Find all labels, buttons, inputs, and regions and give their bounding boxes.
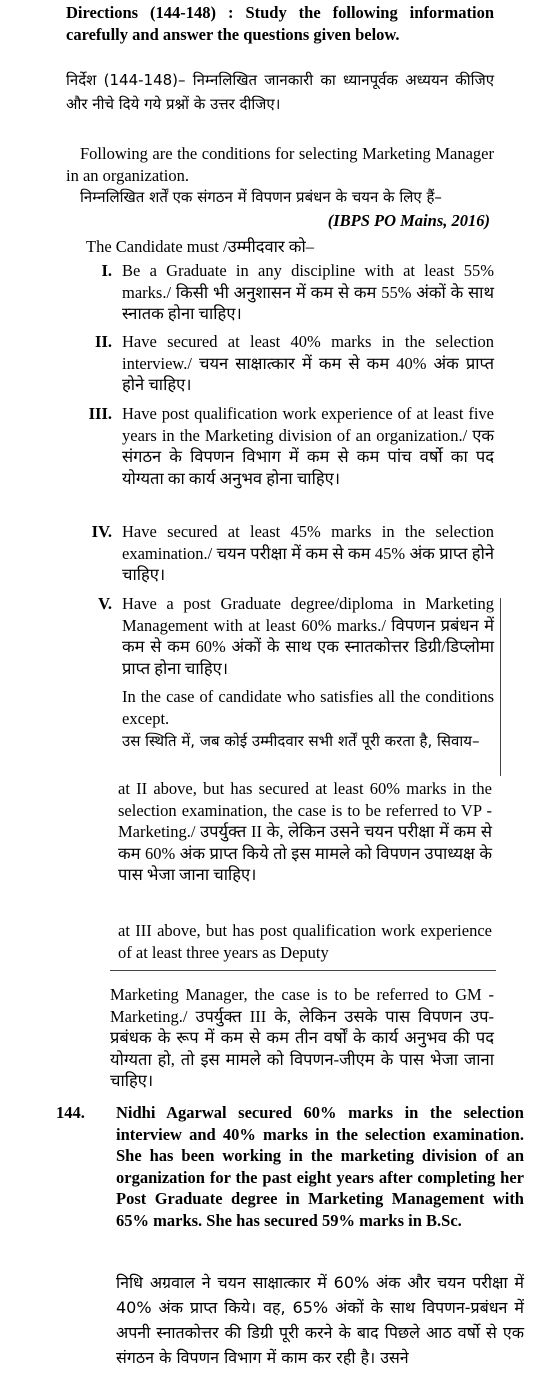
condition-number: I. bbox=[101, 261, 112, 280]
condition-number: II. bbox=[95, 332, 112, 351]
intro-english: Following are the conditions for selecting Marketing Manager in an organization. bbox=[66, 144, 494, 185]
condition-number: III. bbox=[88, 404, 112, 423]
exception-english: In the case of candidate who satisfies all the conditions except. bbox=[122, 687, 494, 728]
condition-text: Have a post Graduate degree/diploma in Marketing Management with at least 60% marks./ विपणन प्रबंधन में कम से कम 60% अंकों के साथ एक स्नातकोत्तर डिग्री/डिप्लोमा प्राप्त होना चाहिए। bbox=[122, 594, 494, 678]
condition-text: Have secured at least 45% marks in the selection examination./ चयन परीक्षा में कम से कम 45% अंक प्राप्त होने चाहिए। bbox=[122, 522, 494, 584]
condition-number: IV. bbox=[91, 522, 112, 541]
directions-hindi: निर्देश (144-148)– निम्नलिखित जानकारी का ध्यानपूर्वक अध्ययन कीजिए और नीचे दिये गये प्रश्नों के उत्तर दीजिए। bbox=[66, 71, 494, 113]
directions-english: Directions (144-148) : Study the following information carefully and answer the questions given below. bbox=[66, 3, 494, 44]
condition-text: Have post qualification work experience of at least five years in the Marketing division of an organization./ एक संगठन के विपणन विभाग में कम से कम पांच वर्षो का पद योग्यता का कार्य अनुभव होना चाहिए। bbox=[122, 404, 494, 488]
condition-text: Be a Graduate in any discipline with at least 55% marks./ किसी भी अनुशासन में कम से कम 55% अंकों के साथ स्नातक होना चाहिए। bbox=[122, 261, 494, 323]
condition-number: V. bbox=[98, 594, 112, 613]
section-divider bbox=[110, 970, 496, 971]
exception-clause-ii: at II above, but has secured at least 60% marks in the selection examination, the case is to be referred to VP -Marketing./ उपर्युक्त II के, लेकिन उसने चयन परीक्षा में कम से कम 60% अंक प्राप्त किये तो इस मामले को विपणन उपाध्यक्ष के पास भेजा जाना चाहिए। bbox=[118, 779, 492, 884]
exception-clause-iii-continued: Marketing Manager, the case is to be referred to GM - Marketing./ उपर्युक्त III के, लेकिन उसके पास विपणन उप-प्रबंधक के रूप में कम से कम तीन वर्षों के कार्य अनुभव की पद योग्यता हो, तो इस मामले को विपणन-जीएम के पास भेजा जाना चाहिए। bbox=[110, 985, 494, 1090]
candidate-must-heading: The Candidate must /उम्मीदवार को– bbox=[86, 237, 314, 256]
column-divider bbox=[500, 598, 501, 776]
exception-hindi: उस स्थिति में, जब कोई उम्मीदवार सभी शर्तें पूरी करता है, सिवाय– bbox=[122, 732, 480, 750]
question-number: 144. bbox=[56, 1103, 85, 1122]
exception-clause-iii: at III above, but has post qualification work experience of at least three years as Deputy bbox=[118, 921, 492, 962]
intro-hindi: निम्नलिखित शर्तें एक संगठन में विपणन प्रबंधन के चयन के लिए हैं– bbox=[80, 188, 442, 206]
condition-text: Have secured at least 40% marks in the selection interview./ चयन साक्षात्कार में कम से कम 40% अंक प्राप्त होने चाहिए। bbox=[122, 332, 494, 394]
question-hindi: निधि अग्रवाल ने चयन साक्षात्कार में 60% अंक और चयन परीक्षा में 40% अंक प्राप्त किये। वह, 65% अंकों के साथ विपणन-प्रबंधन में अपनी स्नातकोत्तर की डिग्री पूरी करने के बाद पिछले आठ वर्षो से एक संगठन के विपणन विभाग में काम कर रही है। उसने bbox=[116, 1273, 524, 1367]
exam-source: (IBPS PO Mains, 2016) bbox=[327, 211, 490, 230]
question-english: Nidhi Agarwal secured 60% marks in the selection interview and 40% marks in the selection examination. She has been working in the marketing division of an organization for the past eight years after completing her Post Graduate degree in Marketing Management with 65% marks. She has secured 59% marks in B.Sc. bbox=[116, 1103, 524, 1230]
